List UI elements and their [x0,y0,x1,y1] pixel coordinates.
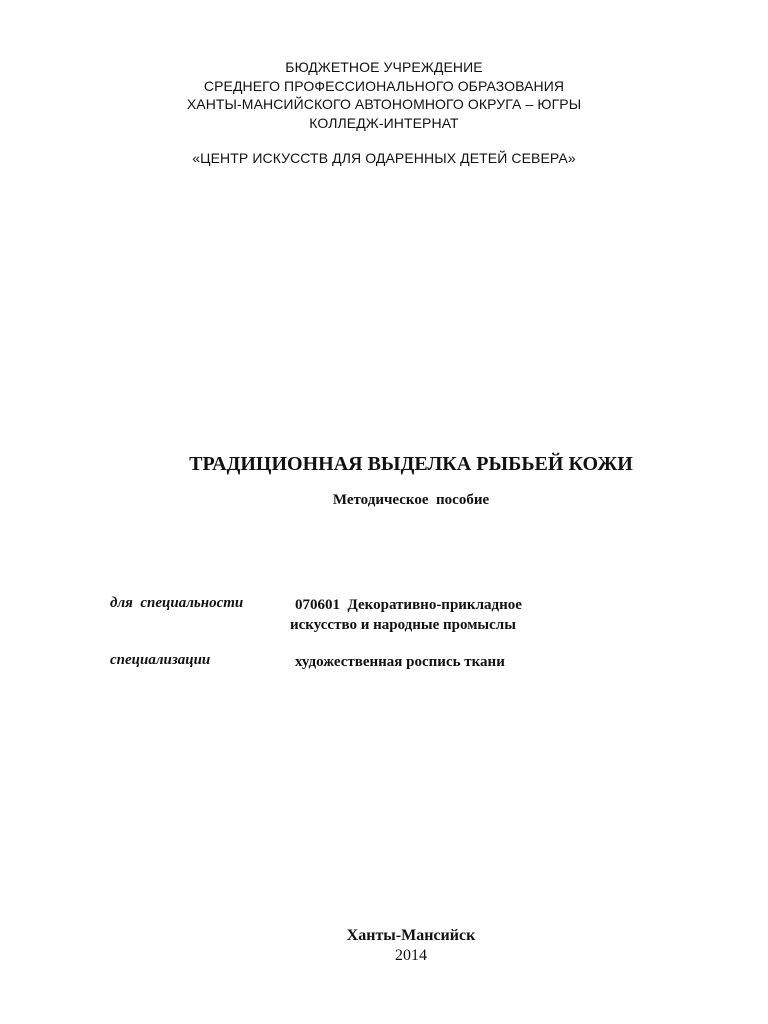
specialty-value-line-2: искусство и народные промыслы [290,617,516,633]
document-title: ТРАДИЦИОННАЯ ВЫДЕЛКА РЫБЬЕЙ КОЖИ [189,453,633,475]
institution-line-2: СРЕДНЕГО ПРОФЕССИОНАЛЬНОГО ОБРАЗОВАНИЯ [203,77,565,94]
specialty-label: для специальности [110,595,244,611]
document-subtitle: Методическое пособие [332,492,490,508]
specialty-value-line-1: 070601 Декоративно-прикладное [295,597,522,613]
specialization-label: специализации [110,652,211,668]
institution-line-4: КОЛЛЕДЖ-ИНТЕРНАТ [309,114,459,131]
center-name: «ЦЕНТР ИСКУССТВ ДЛЯ ОДАРЕННЫХ ДЕТЕЙ СЕВЕРА» [192,150,576,166]
publication-city: Ханты-Мансийск [346,927,476,944]
document-footer [0,926,768,966]
publication-year: 2014 [395,947,427,964]
specialization-value: художественная роспись ткани [295,654,505,670]
institution-line-3: ХАНТЫ-МАНСИЙСКОГО АВТОНОМНОГО ОКРУГА – ЮГРЫ [186,96,582,112]
institution-line-1: БЮДЖЕТНОЕ УЧРЕЖДЕНИЕ [285,59,483,75]
institution-header [0,58,768,168]
